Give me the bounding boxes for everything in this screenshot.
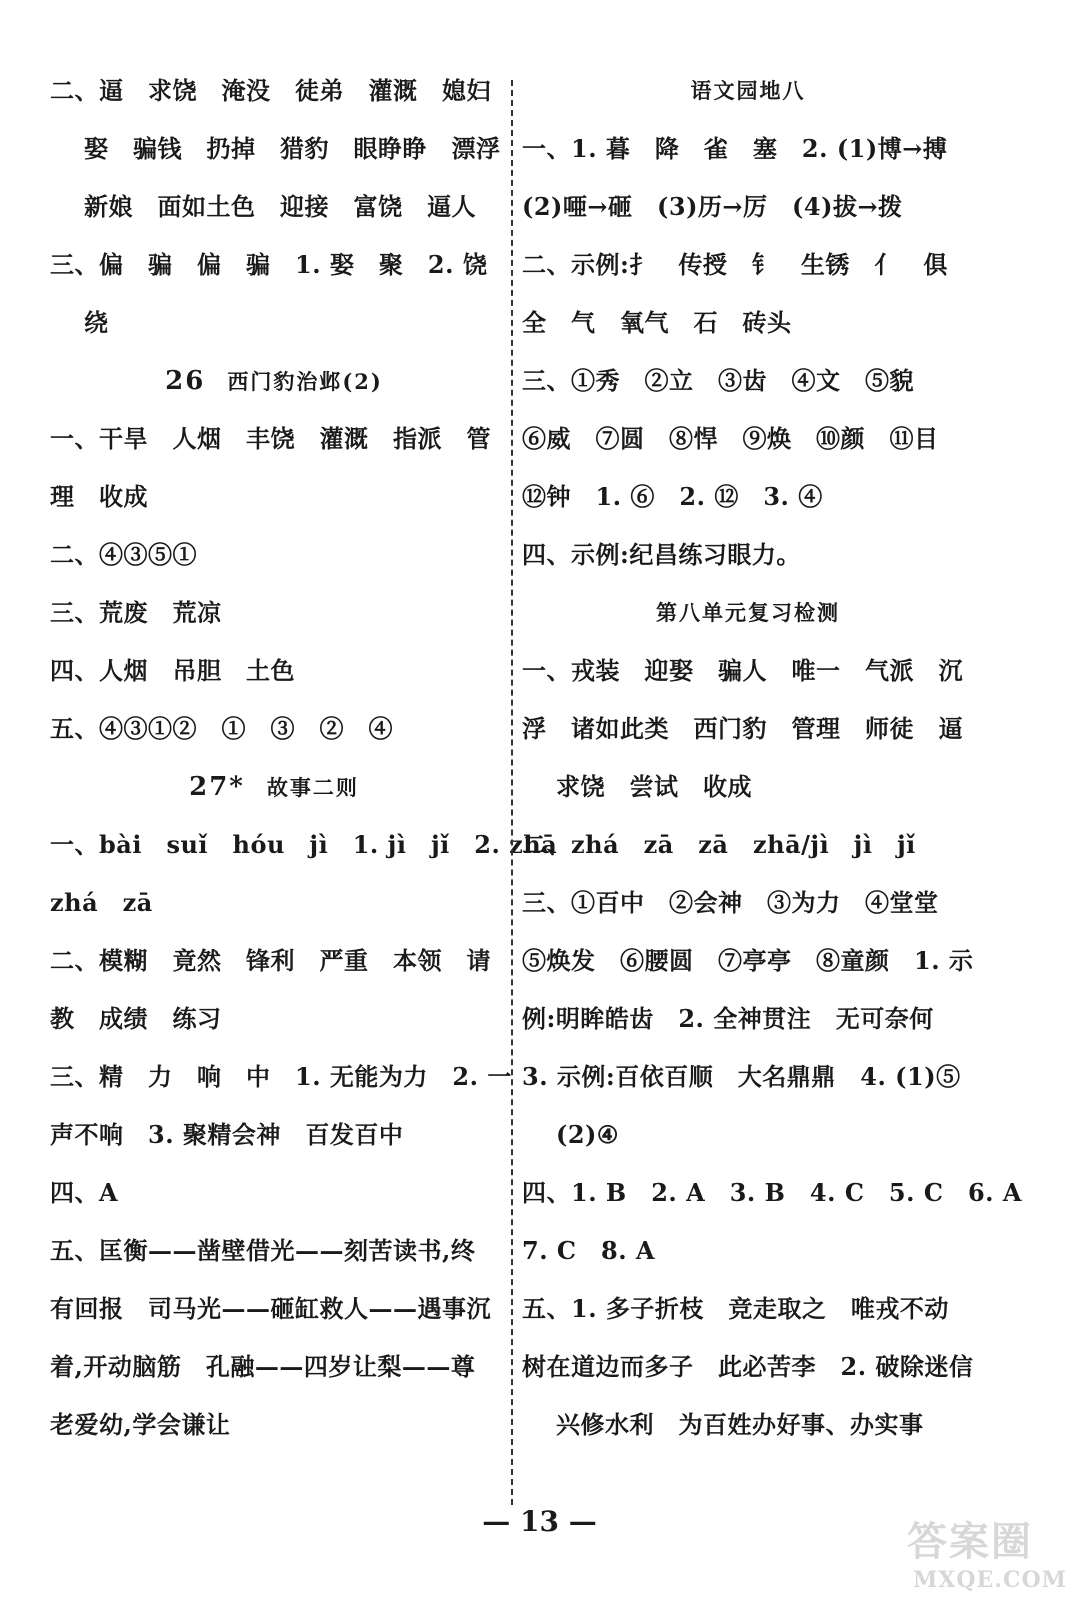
answer-line: 四、A: [50, 1178, 119, 1207]
section-heading: [522, 62, 974, 120]
section-heading: [50, 758, 498, 816]
answer-line: 一、戎装 迎娶 骗人 唯一 气派 沉: [522, 656, 963, 685]
answer-line: 着,开动脑筋 孔融——四岁让梨——尊: [50, 1352, 476, 1381]
answer-line: 四、人烟 吊胆 土色: [50, 656, 295, 685]
watermark-logo: [907, 1510, 1067, 1593]
answer-line: 老爱幼,学会谦让: [50, 1410, 231, 1439]
answer-line: ⑥威 ⑦圆 ⑧悍 ⑨焕 ⑩颜 ⑪目: [522, 424, 939, 453]
answer-line: 三、①秀 ②立 ③齿 ④文 ⑤貌: [522, 366, 914, 395]
answer-line: (2)唖→砸 (3)历→厉 (4)拔→拨: [522, 192, 903, 221]
lesson-number: 26: [165, 366, 206, 396]
section-heading: [522, 584, 974, 642]
answer-line: 树在道边而多子 此必苦李 2. 破除迷信: [522, 1352, 974, 1381]
watermark-logo-text: 答案圈: [907, 1518, 1033, 1565]
right-column: [522, 62, 1022, 1454]
answer-line: 三、荒废 荒凉: [50, 598, 222, 627]
answer-line: ⑤焕发 ⑥腰圆 ⑦亭亭 ⑧童颜 1. 示: [522, 946, 974, 975]
answer-line: 全 气 氧气 石 砖头: [522, 308, 792, 337]
answer-line: 五、④③①② ① ③ ② ④: [50, 714, 393, 743]
answer-line: 一、1. 暮 降 雀 塞 2. (1)博→搏: [522, 134, 948, 163]
answer-line: 二、模糊 竟然 锋利 严重 本领 请: [50, 946, 491, 975]
section-title: 故事二则: [266, 775, 359, 800]
answer-line: 绕: [84, 308, 109, 337]
answer-line: 有回报 司马光——砸缸救人——遇事沉: [50, 1294, 491, 1323]
answer-line: (2)④: [556, 1120, 619, 1149]
column-divider: [511, 80, 513, 1505]
answer-line: zhá zā: [50, 888, 153, 917]
answer-line: 三、精 力 响 中 1. 无能为力 2. 一: [50, 1062, 512, 1091]
answer-line: 五、匡衡——凿壁借光——刻苦读书,终: [50, 1236, 476, 1265]
answer-line: 二、zhá zā zā zhā/jì jì jǐ: [522, 830, 916, 859]
answer-line: 声不响 3. 聚精会神 百发百中: [50, 1120, 404, 1149]
answer-line: 兴修水利 为百姓办好事、办实事: [556, 1410, 924, 1439]
page-number: — 13 —: [482, 1505, 597, 1538]
section-title: 语文园地八: [690, 78, 806, 103]
answer-line: 一、bài suǐ hóu jì 1. jì jǐ 2. zhā: [50, 830, 558, 859]
watermark-url: MXQE.COM: [912, 1567, 1067, 1593]
lesson-number: 27*: [189, 772, 245, 802]
answer-line: 五、1. 多子折枝 竞走取之 唯戎不动: [522, 1294, 949, 1323]
answer-line: 三、偏 骗 偏 骗 1. 娶 聚 2. 饶: [50, 250, 488, 279]
answer-line: 例:明眸皓齿 2. 全神贯注 无可奈何: [522, 1004, 934, 1033]
answer-line: 二、④③⑤①: [50, 540, 197, 569]
answer-line: 求饶 尝试 收成: [556, 772, 752, 801]
answer-line: 7. C 8. A: [522, 1236, 656, 1265]
section-heading: [50, 352, 498, 410]
answer-line: 浮 诸如此类 西门豹 管理 师徒 逼: [522, 714, 963, 743]
answer-line: 理 收成: [50, 482, 148, 511]
section-title: 第八单元复习检测: [656, 600, 840, 625]
answer-line: 四、1. B 2. A 3. B 4. C 5. C 6. A: [522, 1178, 1022, 1207]
answer-line: 新娘 面如土色 迎接 富饶 逼人: [84, 192, 476, 221]
answer-line: ⑫钟 1. ⑥ 2. ⑫ 3. ④: [522, 482, 823, 511]
answer-line: 教 成绩 练习: [50, 1004, 222, 1033]
answer-line: 二、示例:扌 传授 钅 生锈 亻 俱: [522, 250, 948, 279]
answer-line: 娶 骗钱 扔掉 猎豹 眼睁睁 漂浮: [84, 134, 501, 163]
answer-line: 3. 示例:百依百顺 大名鼎鼎 4. (1)⑤: [522, 1062, 961, 1091]
left-column: [50, 62, 558, 1454]
answer-line: 四、示例:纪昌练习眼力。: [522, 540, 801, 569]
answer-line: 一、干旱 人烟 丰饶 灌溉 指派 管: [50, 424, 491, 453]
section-title: 西门豹治邺(2): [227, 369, 383, 394]
answer-line: 二、逼 求饶 淹没 徒弟 灌溉 媳妇: [50, 76, 491, 105]
answer-line: 三、①百中 ②会神 ③为力 ④堂堂: [522, 888, 939, 917]
